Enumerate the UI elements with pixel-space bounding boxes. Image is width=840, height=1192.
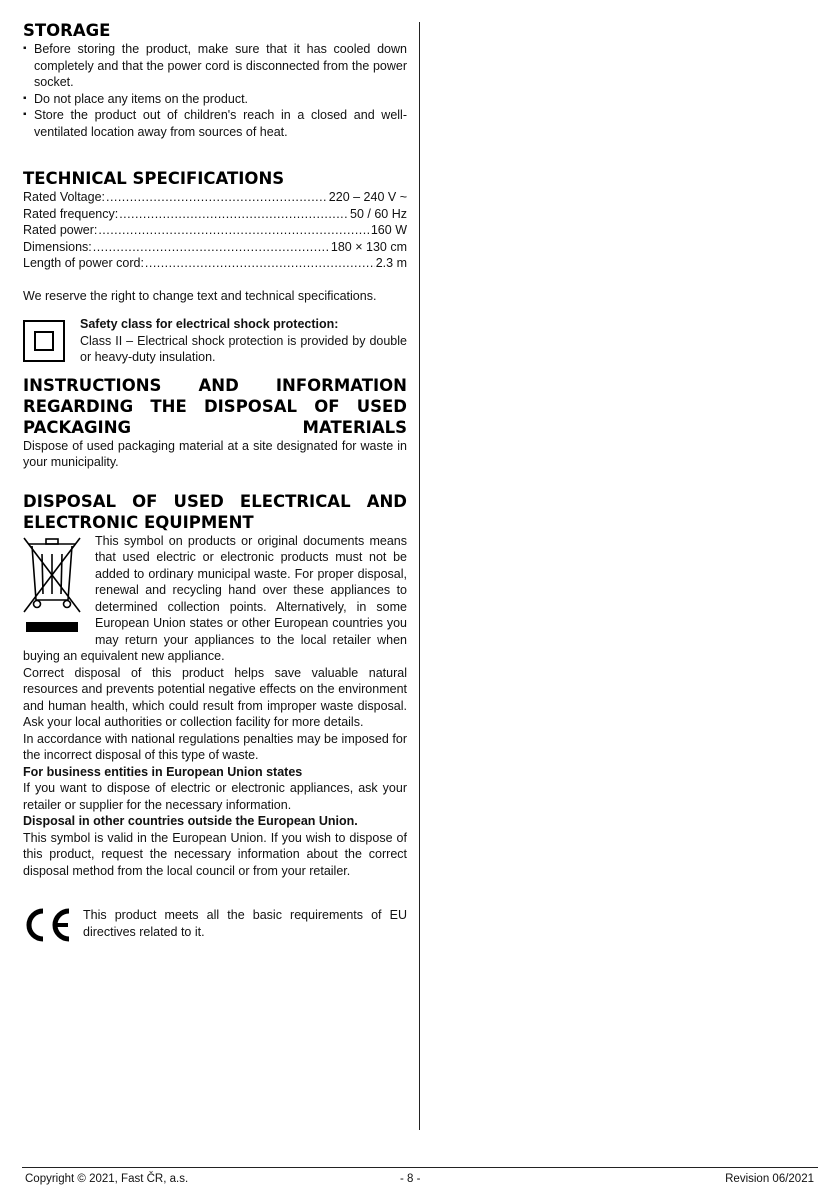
spec-label: Dimensions: xyxy=(23,239,92,254)
weee-heading-line2: ELECTRONIC EQUIPMENT xyxy=(23,512,254,532)
leader-dots xyxy=(106,189,328,206)
spec-label: Rated frequency: xyxy=(23,206,119,221)
ce-mark-icon xyxy=(23,907,75,943)
correct-disposal-text: Correct disposal of this product helps save valuable natural resources and prevents potential negative effects on the environment and human health, which could result from improper waste disposal. Ask your local authorities or collection facility for more details. xyxy=(23,665,407,729)
business-text: If you want to dispose of electric or electronic appliances, ask your retailer or supplier for the necessary information. xyxy=(23,781,407,812)
spec-value: 50 / 60 Hz xyxy=(350,206,407,221)
spec-value: 160 W xyxy=(370,223,407,237)
spec-label: Length of power cord: xyxy=(23,256,144,270)
spec-label: Rated power: xyxy=(23,223,98,237)
spec-label: Rated Voltage: xyxy=(23,190,106,204)
ce-text: This product meets all the basic requirements of EU directives related to it. xyxy=(83,908,407,939)
safety-class-block xyxy=(23,316,407,366)
leader-dots xyxy=(93,239,330,256)
storage-list xyxy=(23,41,407,140)
spec-value: 180 × 130 cm xyxy=(330,239,407,254)
penalties-text: In accordance with national regulations penalties may be imposed for the incorrect disposal of this type of waste. xyxy=(23,731,407,762)
ce-block xyxy=(23,907,407,943)
packaging-heading: INSTRUCTIONS AND INFORMATION REGARDING THE DISPOSAL OF USED PACKAGING MATERIALS xyxy=(23,375,407,437)
specs-table xyxy=(23,189,407,272)
safety-class-text: Class II – Electrical shock protection is provided by double or heavy-duty insulation. xyxy=(80,333,407,364)
storage-heading: STORAGE xyxy=(23,21,111,40)
weee-heading-line1: DISPOSAL OF USED ELECTRICAL AND xyxy=(23,491,407,511)
weee-block xyxy=(23,533,407,665)
safety-class-title: Safety class for electrical shock protection: xyxy=(80,317,339,331)
leader-dots xyxy=(119,206,349,223)
spec-row xyxy=(23,255,407,272)
packaging-text: Dispose of used packaging material at a site designated for waste in your municipality. xyxy=(23,438,407,469)
column-divider xyxy=(419,22,420,1130)
footer-copyright: Copyright © 2021, Fast ČR, a.s. xyxy=(25,1173,189,1185)
weee-symbol-text: This symbol on products or original documents means that used electric or electronic products must not be added to ordinary municipal waste. For proper disposal, renewal and recycling hand over these appliances to determined collection points. Alternatively, in some European Union states or other European countries you may return your appliances to the local retailer when buying an equivalent new appliance. xyxy=(23,533,407,663)
specs-heading: TECHNICAL SPECIFICATIONS xyxy=(23,169,285,188)
footer-revision: Revision 06/2021 xyxy=(725,1173,814,1185)
footer-page-number: - 8 - xyxy=(400,1173,421,1185)
spec-row xyxy=(23,206,407,223)
spec-value: 2.3 m xyxy=(375,256,407,270)
other-countries-heading: Disposal in other countries outside the European Union. xyxy=(23,814,358,828)
spec-row xyxy=(23,222,407,239)
storage-item: ▪ Do not place any items on the product. xyxy=(23,91,407,108)
spec-row xyxy=(23,239,407,256)
footer-divider xyxy=(22,1167,818,1168)
spec-value: 220 – 240 V ~ xyxy=(328,190,407,204)
storage-item: ▪ Before storing the product, make sure that it has cooled down completely and that the power cord is disconnected from the power socket. xyxy=(23,41,407,91)
crossed-out-bin-icon xyxy=(22,535,82,637)
leader-dots xyxy=(145,255,375,272)
spec-row xyxy=(23,189,407,206)
left-column xyxy=(23,20,407,943)
class-ii-icon xyxy=(23,320,65,362)
leader-dots xyxy=(98,222,370,239)
reserve-note: We reserve the right to change text and technical specifications. xyxy=(23,288,377,303)
business-heading: For business entities in European Union states xyxy=(23,764,303,779)
other-countries-text: This symbol is valid in the European Union. If you wish to dispose of this product, request the necessary information about the correct disposal method from the local council or from your retailer. xyxy=(23,830,407,878)
storage-item: ▪ Store the product out of children's reach in a closed and well-ventilated location away from sources of heat. xyxy=(23,107,407,140)
